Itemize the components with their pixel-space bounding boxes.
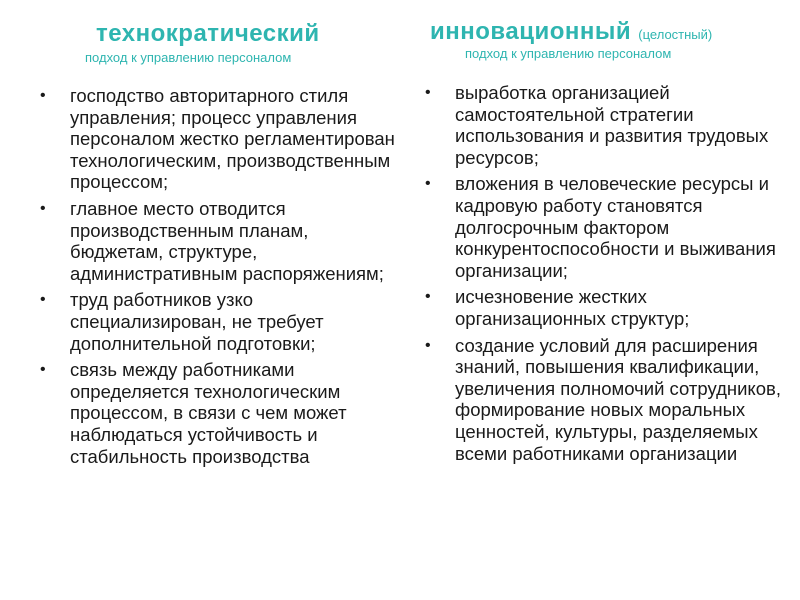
list-item-text: связь между работниками определяется технологическим процессом, в связи с чем может наблюдаться устойчивость и стабильность производства (70, 359, 347, 467)
bullet-icon: • (425, 288, 431, 306)
innovative-title-text: инновационный (430, 18, 632, 45)
list-item (40, 359, 395, 467)
list-item (40, 289, 395, 354)
bullet-icon: • (425, 84, 431, 101)
innovative-title (430, 18, 712, 46)
bullet-icon: • (40, 87, 46, 104)
bullet-icon: • (40, 199, 46, 217)
technocratic-subtitle: подход к управлению персоналом (85, 50, 292, 65)
innovative-list (425, 82, 785, 469)
bullet-icon: • (425, 336, 431, 354)
list-item (40, 198, 395, 284)
list-item (425, 173, 785, 281)
innovative-subtitle: подход к управлению персоналом (465, 46, 672, 61)
technocratic-title: технократический (96, 20, 320, 47)
list-item-text: исчезновение жестких организационных структур; (455, 286, 690, 329)
list-item-text: главное место отводится производственным планам, бюджетам, структуре, административным распоряжениям; (70, 197, 384, 284)
list-item-text: вложения в человеческие ресурсы и кадровую работу становятся долгосрочным фактором конкурентоспособности и выживания организации; (455, 173, 776, 281)
bullet-icon: • (40, 361, 46, 379)
technocratic-list (40, 85, 395, 472)
innovative-title-note: (целостный) (638, 27, 713, 42)
bullet-icon: • (425, 175, 431, 193)
list-item-text: создание условий для расширения знаний, повышения квалификации, увеличения полномочий сотрудников, формирование новых моральных ценностей, культуры, разделяемых всеми работниками организации (455, 334, 781, 464)
bullet-icon: • (40, 291, 46, 309)
list-item (425, 286, 785, 329)
list-item-text: труд работников узко специализирован, не требует дополнительной подготовки; (70, 289, 324, 354)
list-item (425, 82, 785, 168)
list-item (40, 85, 395, 193)
list-item-text: господство авторитарного стиля управления; процесс управления персоналом жестко регламентирован технологическим, производственным процессом; (70, 85, 395, 193)
list-item (425, 335, 785, 465)
list-item-text: выработка организацией самостоятельной стратегии использования и развития трудовых ресурсов; (455, 82, 769, 168)
